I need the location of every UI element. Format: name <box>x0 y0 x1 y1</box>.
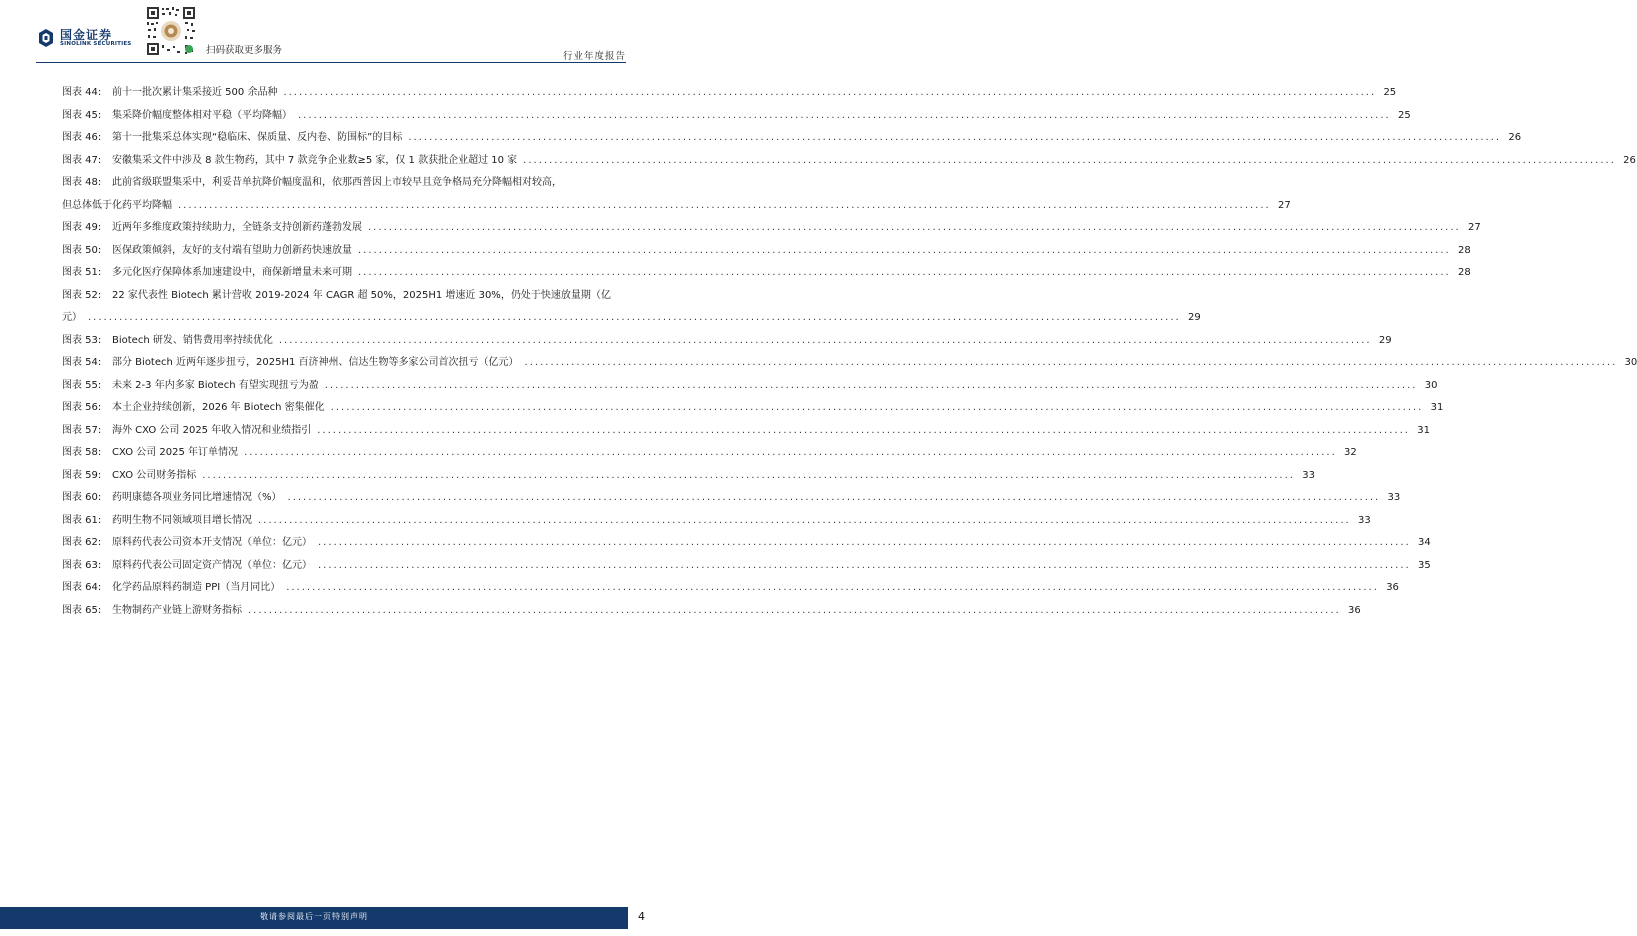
toc-entry-title[interactable]: 未来 2-3 年内多家 Biotech 有望实现扭亏为盈 <box>112 379 319 391</box>
dot-leader <box>298 105 1391 128</box>
toc-entry-label: 图表 65: <box>62 604 102 616</box>
logo-text-en: SINOLINK SECURITIES <box>60 41 132 47</box>
footer-disclaimer[interactable]: 敬请参阅最后一页特别声明 <box>260 912 368 921</box>
dot-leader <box>283 82 1376 105</box>
toc-entry[interactable] <box>62 172 1291 217</box>
toc-entry-title[interactable]: 生物制药产业链上游财务指标 <box>112 604 242 616</box>
toc-entry-title[interactable]: 化学药品原料药制造 PPI（当月同比） <box>112 582 281 593</box>
toc-entry-label: 图表 59: <box>62 469 102 481</box>
dot-leader <box>258 510 1351 533</box>
toc-entry-title[interactable]: 部分 Biotech 近两年逐步扭亏，2025H1 百济神州、信达生物等多家公司首次扭亏（亿元） <box>112 357 519 368</box>
toc-entry-page[interactable]: 36 <box>1347 604 1361 616</box>
toc-entry[interactable] <box>62 375 1438 398</box>
toc-entry[interactable] <box>62 577 1399 600</box>
dot-leader <box>358 240 1451 263</box>
toc-entry[interactable] <box>62 510 1371 533</box>
footer-bar <box>0 907 628 929</box>
dot-leader <box>331 397 1424 420</box>
toc-entry-title[interactable]: Biotech 研发、销售费用率持续优化 <box>112 334 273 346</box>
toc-entry[interactable] <box>62 442 1357 465</box>
toc-entry-page[interactable]: 36 <box>1386 582 1399 593</box>
toc-entry-page[interactable]: 27 <box>1277 199 1291 211</box>
toc-entry-title[interactable]: 原料药代表公司固定资产情况（单位：亿元） <box>112 559 312 571</box>
toc-entry-label: 图表 57: <box>62 424 102 436</box>
toc-entry[interactable] <box>62 262 1471 285</box>
toc-entry-page[interactable]: 25 <box>1397 109 1411 121</box>
toc-entry-title[interactable]: 多元化医疗保障体系加速建设中，商保新增量未来可期 <box>112 267 352 278</box>
toc-entry-title[interactable]: 前十一批次累计集采接近 500 余品种 <box>112 87 278 98</box>
toc-entry[interactable] <box>62 285 1201 330</box>
dot-leader <box>202 465 1295 488</box>
dot-leader <box>244 442 1337 465</box>
dot-leader <box>523 150 1616 173</box>
company-logo <box>36 26 136 50</box>
dot-leader <box>288 487 1381 510</box>
toc-entry-title[interactable]: 医保政策倾斜，友好的支付端有望助力创新药快速放量 <box>112 244 352 256</box>
toc-entry-page[interactable]: 31 <box>1417 424 1430 436</box>
toc-entry-label: 图表 61: <box>62 514 102 526</box>
toc-entry-label: 图表 52: <box>62 289 102 301</box>
dot-leader <box>318 532 1411 555</box>
toc-entry-page[interactable]: 30 <box>1424 379 1438 391</box>
dot-leader <box>325 375 1418 398</box>
toc-entry-title[interactable]: 药明生物不同领域项目增长情况 <box>112 514 252 526</box>
toc-entry-page[interactable]: 28 <box>1457 244 1471 256</box>
toc-entry[interactable] <box>62 150 1636 173</box>
toc-entry-title[interactable]: 第十一批集采总体实现“稳临床、保质量、反内卷、防围标”的目标 <box>112 132 403 143</box>
dot-leader <box>358 262 1451 285</box>
toc-entry-label: 图表 45: <box>62 109 102 121</box>
toc-entry-page[interactable]: 33 <box>1357 514 1371 526</box>
toc-entry[interactable] <box>62 217 1481 240</box>
toc-entry-page[interactable]: 29 <box>1187 312 1201 323</box>
page-number: 4 <box>638 910 645 923</box>
toc-entry-title-continued[interactable]: 元） <box>62 312 82 323</box>
toc-entry[interactable] <box>62 487 1401 510</box>
toc-entry[interactable] <box>62 240 1471 263</box>
toc-entry-title[interactable]: 安徽集采文件中涉及 8 款生物药，其中 7 款竞争企业数≥5 家，仅 1 款获批企业超过 10 家 <box>112 154 518 166</box>
toc-entry-title[interactable]: 此前省级联盟集采中，利妥昔单抗降价幅度温和，依那西普因上市较早且竞争格局充分降幅相对较高， <box>112 177 562 188</box>
toc-entry-page[interactable]: 26 <box>1623 154 1636 166</box>
toc-entry-label: 图表 49: <box>62 222 102 233</box>
toc-entry-title[interactable]: 集采降价幅度整体相对平稳（平均降幅） <box>112 109 292 121</box>
toc-entry-label: 图表 56: <box>62 402 102 413</box>
toc-entry[interactable] <box>62 532 1431 555</box>
toc-entry-label: 图表 44: <box>62 87 102 98</box>
toc-entry[interactable] <box>62 127 1522 150</box>
toc-entry[interactable] <box>62 352 1637 375</box>
logo-text-cn: 国金证券 <box>60 28 113 42</box>
dot-leader <box>88 307 1181 330</box>
toc-entry-title[interactable]: CXO 公司 2025 年订单情况 <box>112 447 239 458</box>
toc-entry-page[interactable]: 27 <box>1467 222 1481 233</box>
toc-entry-label: 图表 54: <box>62 357 102 368</box>
dot-leader <box>408 127 1501 150</box>
toc-entry-page[interactable]: 28 <box>1457 267 1471 278</box>
toc-entry-label: 图表 60: <box>62 492 102 503</box>
toc-entry-title[interactable]: 近两年多维度政策持续助力，全链条支持创新药蓬勃发展 <box>112 222 362 233</box>
dot-leader <box>279 330 1372 353</box>
toc-entry[interactable] <box>62 397 1444 420</box>
toc-entry[interactable] <box>62 105 1411 128</box>
header-divider <box>36 62 626 63</box>
chart-index-list <box>62 82 1637 622</box>
qr-caption: 扫码获取更多服务 <box>206 45 283 56</box>
toc-entry-page[interactable]: 29 <box>1378 334 1392 346</box>
logo-mark-icon <box>36 28 56 48</box>
toc-entry-label: 图表 48: <box>62 177 102 188</box>
toc-entry-title[interactable]: 海外 CXO 公司 2025 年收入情况和业绩指引 <box>112 424 312 436</box>
toc-entry-title[interactable]: 药明康德各项业务同比增速情况（%） <box>112 492 282 503</box>
toc-entry-page[interactable]: 31 <box>1430 402 1444 413</box>
dot-leader <box>318 555 1411 578</box>
dot-leader <box>368 217 1461 240</box>
toc-entry-page[interactable]: 33 <box>1387 492 1401 503</box>
toc-entry-page[interactable]: 25 <box>1383 87 1397 98</box>
toc-entry[interactable] <box>62 555 1431 578</box>
dot-leader <box>248 600 1341 623</box>
toc-entry[interactable] <box>62 330 1392 353</box>
page-header <box>0 0 662 62</box>
toc-entry-title[interactable]: 22 家代表性 Biotech 累计营收 2019-2024 年 CAGR 超 50%，2025H1 增速近 30%，仍处于快速放量期（亿 <box>112 289 611 301</box>
toc-entry-label: 图表 58: <box>62 447 102 458</box>
toc-entry-page[interactable]: 30 <box>1624 357 1637 368</box>
toc-entry-label: 图表 47: <box>62 154 102 166</box>
toc-entry-label: 图表 53: <box>62 334 102 346</box>
toc-entry-title[interactable]: 本土企业持续创新，2026 年 Biotech 密集催化 <box>112 402 325 413</box>
toc-entry-page[interactable]: 26 <box>1508 132 1522 143</box>
toc-entry-label: 图表 62: <box>62 537 102 548</box>
toc-entry-label: 图表 64: <box>62 582 102 593</box>
toc-entry-title[interactable]: CXO 公司财务指标 <box>112 469 197 481</box>
dot-leader <box>317 420 1410 443</box>
toc-entry-label: 图表 46: <box>62 132 102 143</box>
dot-leader <box>286 577 1379 600</box>
toc-entry-page[interactable]: 34 <box>1417 537 1431 548</box>
dot-leader <box>178 195 1271 218</box>
toc-entry-label: 图表 50: <box>62 244 102 256</box>
toc-entry-page[interactable]: 33 <box>1302 469 1315 481</box>
toc-entry-label: 图表 63: <box>62 559 102 571</box>
toc-entry-page[interactable]: 32 <box>1344 447 1357 458</box>
toc-entry-label: 图表 55: <box>62 379 102 391</box>
toc-entry[interactable] <box>62 420 1430 443</box>
toc-entry-title-continued[interactable]: 但总体低于化药平均降幅 <box>62 199 172 211</box>
qr-code-icon[interactable] <box>145 5 197 57</box>
dot-leader <box>525 352 1618 375</box>
toc-entry-page[interactable]: 35 <box>1417 559 1431 571</box>
report-type: 行业年度报告 <box>562 51 626 62</box>
toc-entry-title[interactable]: 原料药代表公司资本开支情况（单位：亿元） <box>112 537 312 548</box>
toc-entry[interactable] <box>62 82 1397 105</box>
toc-entry[interactable] <box>62 600 1361 623</box>
toc-entry-label: 图表 51: <box>62 267 102 278</box>
toc-entry[interactable] <box>62 465 1315 488</box>
